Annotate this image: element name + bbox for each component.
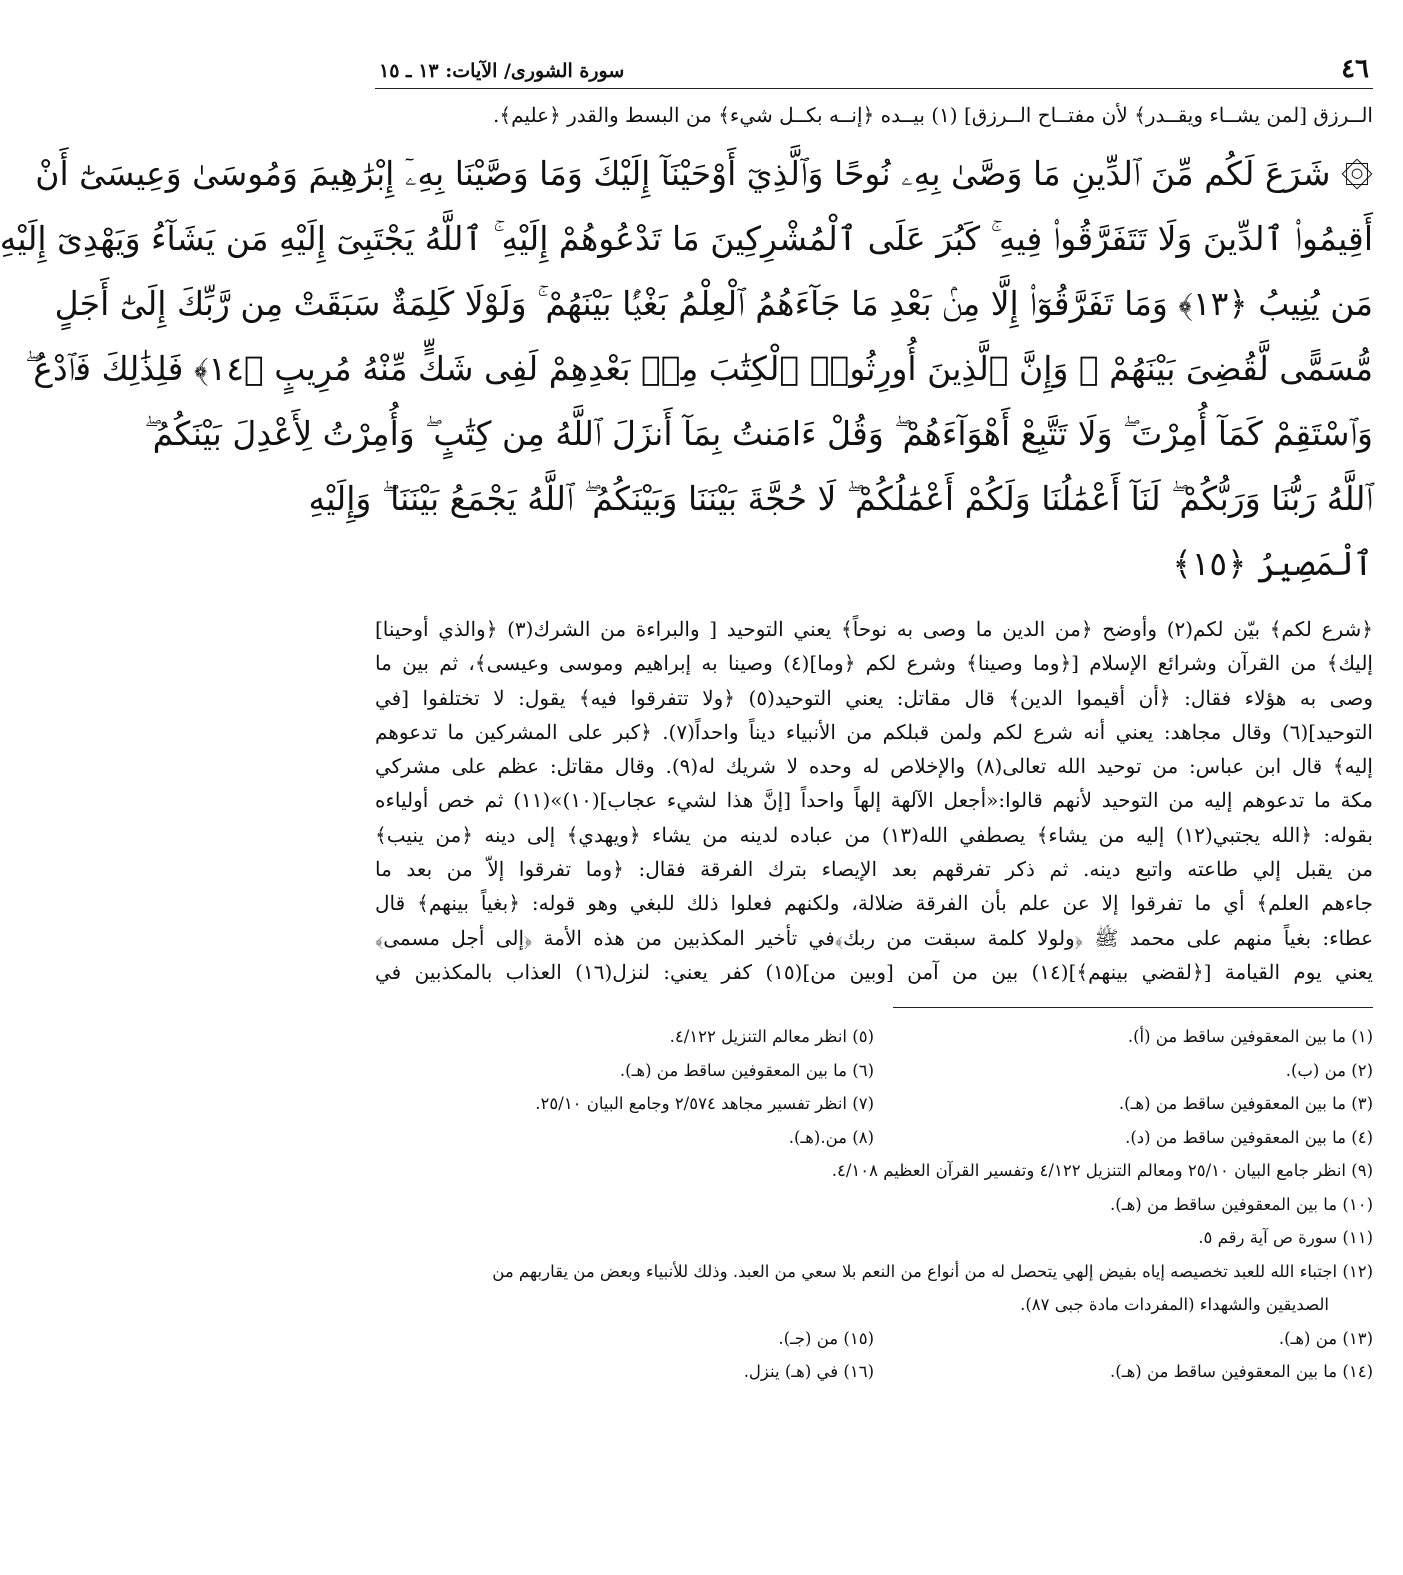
quran-line: مُّسَمًّى لَّقُضِىَ بَيْنَهُمْ ۚ وَإِنَّ ٱلَّذِينَ أُورِثُوا۟ ٱلْكِتَٰبَ مِنۢ بَعْدِهِمْ لَفِى شَكٍّ مِّنْهُ مُرِيبٍ ﴿١٤﴾ فَلِذَٰلِكَ فَٱدْعُ ۖ	[25, 349, 1373, 388]
tafsir-line: بقوله: ﴿الله يجتبي(١٢) إليه من يشاء﴾ يصطفي الله(١٣) من عباده لدينه من يشاء ﴿ويهدي﴾ إلى دينه ﴿من ينيب﴾	[375, 822, 1373, 847]
footnote-row	[375, 1054, 1373, 1088]
footnote-row	[375, 1121, 1373, 1155]
footnote-5: (٥) انظر معالم التنزيل ٤/١٢٢.	[669, 1027, 874, 1047]
quran-verses	[0, 141, 1373, 596]
surah-title: سورة الشورى/ الآيات: ١٣ ـ ١٥	[379, 60, 625, 82]
footnote-9: (٩) انظر جامع البيان ٢٥/١٠ ومعالم التنزيل ٤/١٢٢ وتفسير القرآن العظيم ٤/١٠٨.	[831, 1161, 1373, 1181]
footnote-16: (١٦) في (هـ) ينزل.	[743, 1362, 874, 1382]
quran-line: وَٱسْتَقِمْ كَمَآ أُمِرْتَ ۖ وَلَا تَتَّبِعْ أَهْوَآءَهُمْ ۖ وَقُلْ ءَامَنتُ بِمَآ أَنزَلَ ٱللَّهُ مِن كِتَٰبٍ ۖ وَأُمِرْتُ لِأَعْدِلَ بَيْنَكُمُ ۖ	[144, 414, 1373, 453]
footnotes	[375, 1020, 1373, 1389]
footnote-12	[375, 1255, 1373, 1322]
footnote-10: (١٠) ما بين المعقوفين ساقط من (هـ).	[1110, 1194, 1373, 1214]
footnote-separator	[893, 1007, 1373, 1008]
quran-line: ٱلْمَصِيرُ ﴿١٥﴾	[1172, 544, 1373, 583]
tafsir-commentary	[375, 612, 1373, 989]
footnote-8: (٨) من.(هـ).	[788, 1127, 874, 1147]
footnote-4: (٤) ما بين المعقوفين ساقط من (د).	[1125, 1127, 1373, 1147]
footnote-13: (١٣) من (هـ).	[1278, 1328, 1373, 1348]
footnote-row	[375, 1355, 1373, 1389]
tafsir-line: من يقبل إلي طاعته واتبع دينه. ثم ذكر تفرقهم بعد الإيصاء بترك الفرقة فقال: ﴿وما تفرقوا إلاّ من بعد ما	[375, 857, 1373, 882]
footnote-row	[375, 1322, 1373, 1356]
tafsir-line: التوحيد](٦) وقال مجاهد: يعني أنه شرع لكم ولمن قبلكم من الأنبياء ديناً واحداً(٧). ﴿كبر على المشركين ما تدعوهم	[375, 719, 1373, 744]
intro-paragraph: الــرزق [لمن يشــاء ويقــدر﴾ لأن مفتــاح الــرزق] (١) بيــده ﴿إنــه بكــل شيء﴾ من البسط والقدر ﴿عليم﴾.	[493, 103, 1373, 127]
footnote-12-continuation: الصديقين والشهداء (المفردات مادة جبى ٨٧).	[1020, 1295, 1329, 1315]
footnote-row	[375, 1020, 1373, 1054]
quran-line: ۞ شَرَعَ لَكُم مِّنَ ٱلدِّينِ مَا وَصَّىٰ بِهِۦ نُوحًا وَٱلَّذِيٓ أَوْحَيْنَآ إِلَيْكَ وَمَا وَصَّيْنَا بِهِۦٓ إِبْرَٰهِيمَ وَمُوسَىٰ وَعِيسَىٰٓ أَنْ	[35, 154, 1373, 193]
tafsir-line: ﴿شرع لكم﴾ بيّن لكم(٢) وأوضح ﴿من الدين ما وصى به نوحاً﴾ يعني التوحيد [ والبراءة من الشرك(٣) ﴿والذي أوحينا]	[375, 617, 1374, 641]
page-number: ٤٦	[1341, 54, 1369, 84]
tafsir-line: مكة ما تدعوهم إليه من التوحيد لأنهم قالوا:«أجعل الآلهة إلهاً واحداً [إنَّ هذا لشيء عجاب](١٠)»(١١) ثم خص أولياءه	[375, 788, 1373, 813]
quran-line: ٱللَّهُ رَبُّنَا وَرَبُّكُمْ ۖ لَنَآ أَعْمَٰلُنَا وَلَكُمْ أَعْمَٰلُكُمْ ۖ لَا حُجَّةَ بَيْنَنَا وَبَيْنَكُمُ ۖ ٱللَّهُ يَجْمَعُ بَيْنَنَا ۖ وَإِلَيْهِ	[308, 479, 1373, 518]
tafsir-line: إليه﴾ قال ابن عباس: من توحيد الله تعالى(٨) والإخلاص له وحده لا شريك له(٩). وقال مقاتل: عظم على مشركي	[375, 754, 1373, 779]
quran-line: أَقِيمُوا۟ ٱلدِّينَ وَلَا تَتَفَرَّقُوا۟ فِيهِ ۚ كَبُرَ عَلَى ٱلْمُشْرِكِينَ مَا تَدْعُوهُمْ إِلَيْهِ ۚ ٱللَّهُ يَجْتَبِىٓ إِلَيْهِ مَن يَشَآءُ وَيَهْدِىٓ إِلَيْهِ	[0, 219, 1373, 258]
tafsir-line: يعني يوم القيامة [﴿لقضي بينهم﴾](١٤) بين من آمن [وبين من](١٥) كفر يعني: لنزل(١٦) العذاب بالمكذبين في	[375, 959, 1373, 984]
footnote-7: (٧) انظر تفسير مجاهد ٢/٥٧٤ وجامع البيان ٢٥/١٠.	[535, 1094, 874, 1114]
footnote-row	[375, 1087, 1373, 1121]
tafsir-line: إليك﴾ من القرآن وشرائع الإسلام [﴿وما وصينا﴾ وشرع لكم ﴿وما](٤) وصينا به إبراهيم وموسى وعيسى﴾، ثم بين ما	[375, 651, 1373, 676]
footnote-14: (١٤) ما بين المعقوفين ساقط من (هـ).	[1110, 1362, 1373, 1382]
tafsir-line: وصى به هؤلاء فقال: ﴿أن أقيموا الدين﴾ قال مقاتل: يعني التوحيد(٥) ﴿ولا تتفرقوا فيه﴾ يقول: لا تختلفوا [في	[375, 685, 1373, 710]
page-header	[375, 48, 1373, 89]
footnote-1: (١) ما بين المعقوفين ساقط من (أ).	[1127, 1027, 1373, 1047]
quran-line: مَن يُنِيبُ ﴿١٣﴾ وَمَا تَفَرَّقُوٓا۟ إِلَّا مِنۢ بَعْدِ مَا جَآءَهُمُ ٱلْعِلْمُ بَغْيًۢا بَيْنَهُمْ ۚ وَلَوْلَا كَلِمَةٌ سَبَقَتْ مِن رَّبِّكَ إِلَىٰٓ أَجَلٍ	[54, 284, 1373, 323]
footnote-3: (٣) ما بين المعقوفين ساقط من (هـ).	[1118, 1094, 1373, 1114]
tafsir-line: جاءهم العلم﴾ أي ما تفرقوا إلا عن علم بأن الفرقة ضلالة، ولكنهم فعلوا ذلك للبغي وهو قوله: ﴿بغياً بينهم﴾ قال	[375, 891, 1373, 916]
footnote-11: (١١) سورة ص آية رقم ٥.	[1198, 1228, 1373, 1248]
footnote-2: (٢) من (ب).	[1285, 1060, 1373, 1080]
footnote-15: (١٥) من (جـ).	[778, 1328, 874, 1348]
tafsir-line: عطاء: بغياً منهم على محمد ﷺ ﴿ولولا كلمة سبقت من ربك﴾في تأخير المكذبين من هذه الأمة ﴿إلى أجل مسمى﴾	[375, 925, 1373, 950]
footnote-6: (٦) ما بين المعقوفين ساقط من (هـ).	[619, 1060, 874, 1080]
document-page	[0, 48, 1374, 1389]
footnote-12-line: (١٢) اجتباء الله للعبد تخصيصه إياه بفيض إلهي يتحصل له من أنواع من النعم بلا سعي من العبد. وذلك للأنبياء وبعض من يقاربهم من	[492, 1261, 1373, 1281]
